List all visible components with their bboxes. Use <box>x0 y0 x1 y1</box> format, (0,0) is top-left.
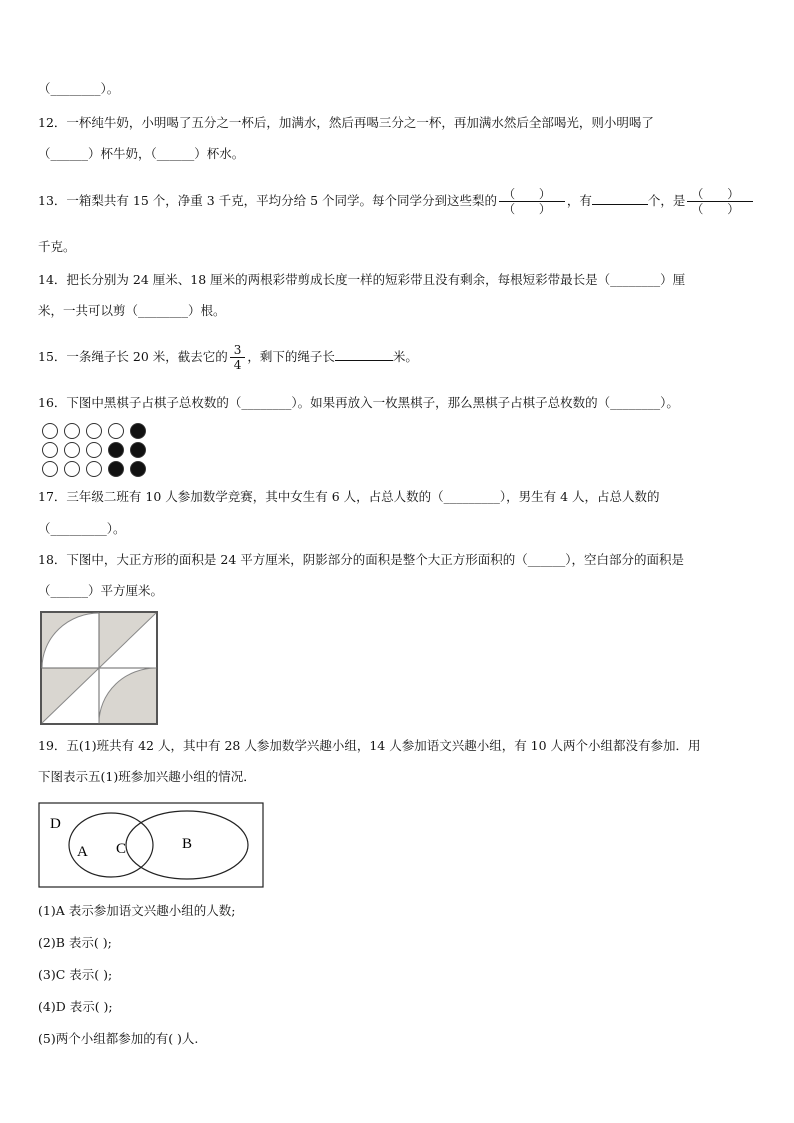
q18-line2: （______）平方厘米。 <box>38 583 164 598</box>
q19-sub3: (3)C 表示( ); <box>38 967 113 982</box>
q13-line2: 千克。 <box>38 239 76 254</box>
white-chess-piece <box>65 462 80 477</box>
white-chess-piece <box>87 443 102 458</box>
q12-line1: 12．一杯纯牛奶，小明喝了五分之一杯后，加满水，然后再喝三分之一杯，再加满水然后全部喝光，则小明喝了 <box>38 115 654 130</box>
q18-square-figure <box>39 610 159 726</box>
white-chess-piece <box>43 443 58 458</box>
white-chess-piece <box>43 424 58 439</box>
venn-label-b: B <box>182 836 193 852</box>
q15-text-a: 15．一条绳子长 20 米，截去它的 <box>38 349 228 364</box>
q15-fraction-den: 4 <box>233 358 242 372</box>
black-chess-piece <box>131 443 146 458</box>
q19-sub5: (5)两个小组都参加的有( )人. <box>38 1031 199 1046</box>
q19-venn-diagram <box>38 802 265 888</box>
venn-box <box>39 803 263 887</box>
black-chess-piece <box>109 462 124 477</box>
q12-line2: （______）杯牛奶，（______）杯水。 <box>38 146 245 161</box>
q13-fraction-1-num: （ ） <box>499 187 565 202</box>
q18-line1: 18．下图中，大正方形的面积是 24 平方厘米，阴影部分的面积是整个大正方形面积的（______），空白部分的面积是 <box>38 552 685 567</box>
q13-fraction-2 <box>687 187 753 216</box>
white-chess-piece <box>43 462 58 477</box>
q15-fraction <box>230 343 246 372</box>
venn-label-c: C <box>116 841 127 857</box>
white-chess-piece <box>65 424 80 439</box>
q15-fraction-num: 3 <box>230 343 246 358</box>
q15-text-c: 米。 <box>392 349 418 364</box>
q13-fraction-2-den: （ ） <box>691 202 750 216</box>
q13-fraction-1 <box>499 187 565 216</box>
white-chess-piece <box>65 443 80 458</box>
q13-text-c: 个，是 <box>647 193 686 208</box>
q17-line2: （_________）。 <box>38 521 126 536</box>
q13-text-a: 13．一箱梨共有 15 个，净重 3 千克，平均分给 5 个同学。每个同学分到这些梨的 <box>38 193 498 208</box>
q14-line2: 米，一共可以剪（________）根。 <box>38 303 226 318</box>
q16-chess-pieces-figure <box>40 422 160 478</box>
venn-label-d: D <box>50 816 61 832</box>
q13-line1 <box>38 184 756 218</box>
q15-blank[interactable] <box>335 348 393 361</box>
q19-sub1: (1)A 表示参加语文兴趣小组的人数; <box>38 903 236 918</box>
q15-text-b: ，剩下的绳子长 <box>247 349 335 364</box>
black-chess-piece <box>131 462 146 477</box>
q14-line1: 14．把长分别为 24 厘米、18 厘米的两根彩带剪成长度一样的短彩带且没有剩余，每根短彩带最长是（________）厘 <box>38 272 686 287</box>
white-chess-piece <box>109 424 124 439</box>
q19-line2: 下图表示五(1)班参加兴趣小组的情况． <box>38 769 256 784</box>
q13-text-b: ，有 <box>566 193 592 208</box>
q16-line: 16．下图中黑棋子占棋子总枚数的（________）。如果再放入一枚黑棋子，那么黑棋子占棋子总枚数的（________）。 <box>38 395 679 410</box>
q17-line1: 17．三年级二班有 10 人参加数学竞赛，其中女生有 6 人，占总人数的（_________），男生有 4 人，占总人数的 <box>38 489 660 504</box>
white-chess-piece <box>87 462 102 477</box>
black-chess-piece <box>131 424 146 439</box>
q13-fraction-1-den: （ ） <box>503 202 561 216</box>
q19-sub4: (4)D 表示( ); <box>38 999 113 1014</box>
q11-tail: （________）。 <box>38 81 120 96</box>
q13-fraction-2-num: （ ） <box>687 187 753 202</box>
venn-label-a: A <box>77 844 88 860</box>
q19-sub2: (2)B 表示( ); <box>38 935 112 950</box>
q15-line <box>38 340 756 374</box>
q19-line1: 19．五(1)班共有 42 人，其中有 28 人参加数学兴趣小组，14 人参加语文兴趣小组，有 10 人两个小组都没有参加．用 <box>38 738 701 753</box>
white-chess-piece <box>87 424 102 439</box>
black-chess-piece <box>109 443 124 458</box>
q13-blank[interactable] <box>592 192 648 205</box>
